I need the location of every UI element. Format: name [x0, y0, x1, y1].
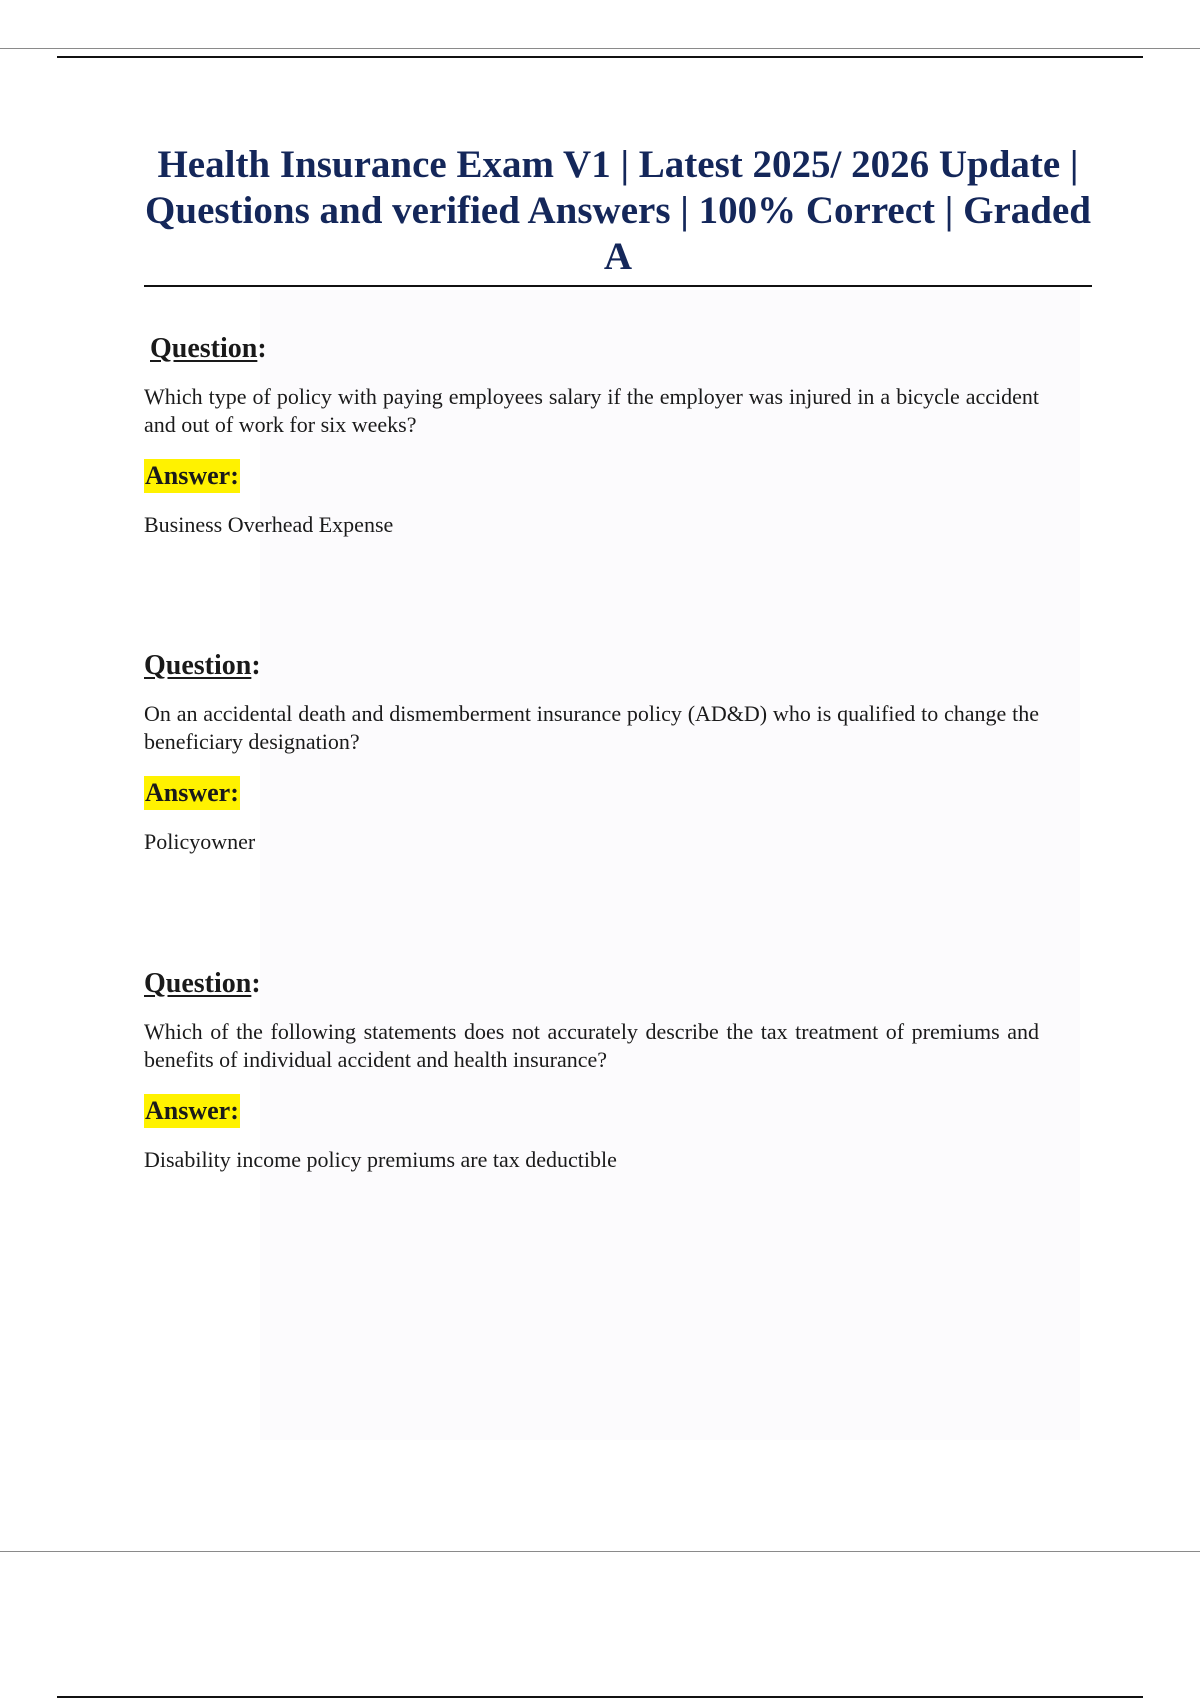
document-title: Health Insurance Exam V1 | Latest 2025/ 2026 Update | Questions and verified Answers | 100% Correct | Graded A — [145, 143, 1091, 278]
question-text: Which type of policy with paying employees salary if the employer was injured in a bicycle accident and out of work for six weeks? — [144, 384, 1039, 437]
qa-item-3 — [144, 968, 1044, 1174]
question-heading: Question: — [144, 650, 261, 681]
question-heading: Question: — [144, 968, 261, 999]
question-text: On an accidental death and dismemberment insurance policy (AD&D) who is qualified to change the beneficiary designation? — [144, 701, 1039, 754]
qa-item-2 — [144, 650, 1044, 856]
answer-label: Answer: — [144, 776, 240, 810]
title-underline — [144, 285, 1092, 287]
page-top-border — [0, 48, 1200, 49]
answer-text: Disability income policy premiums are tax deductible — [144, 1147, 617, 1172]
question-text: Which of the following statements does not accurately describe the tax treatment of premiums and benefits of individual accident and health insurance? — [144, 1019, 1039, 1072]
page-bottom-border — [0, 1551, 1200, 1552]
header-rule — [57, 56, 1143, 58]
question-heading: Question: — [150, 333, 267, 364]
answer-text: Policyowner — [144, 829, 256, 854]
title-block — [144, 142, 1092, 280]
answer-label: Answer: — [144, 1094, 240, 1128]
answer-text: Business Overhead Expense — [144, 512, 394, 537]
answer-label: Answer: — [144, 459, 240, 493]
qa-item-1 — [144, 333, 1050, 539]
footer-rule — [57, 1696, 1143, 1698]
